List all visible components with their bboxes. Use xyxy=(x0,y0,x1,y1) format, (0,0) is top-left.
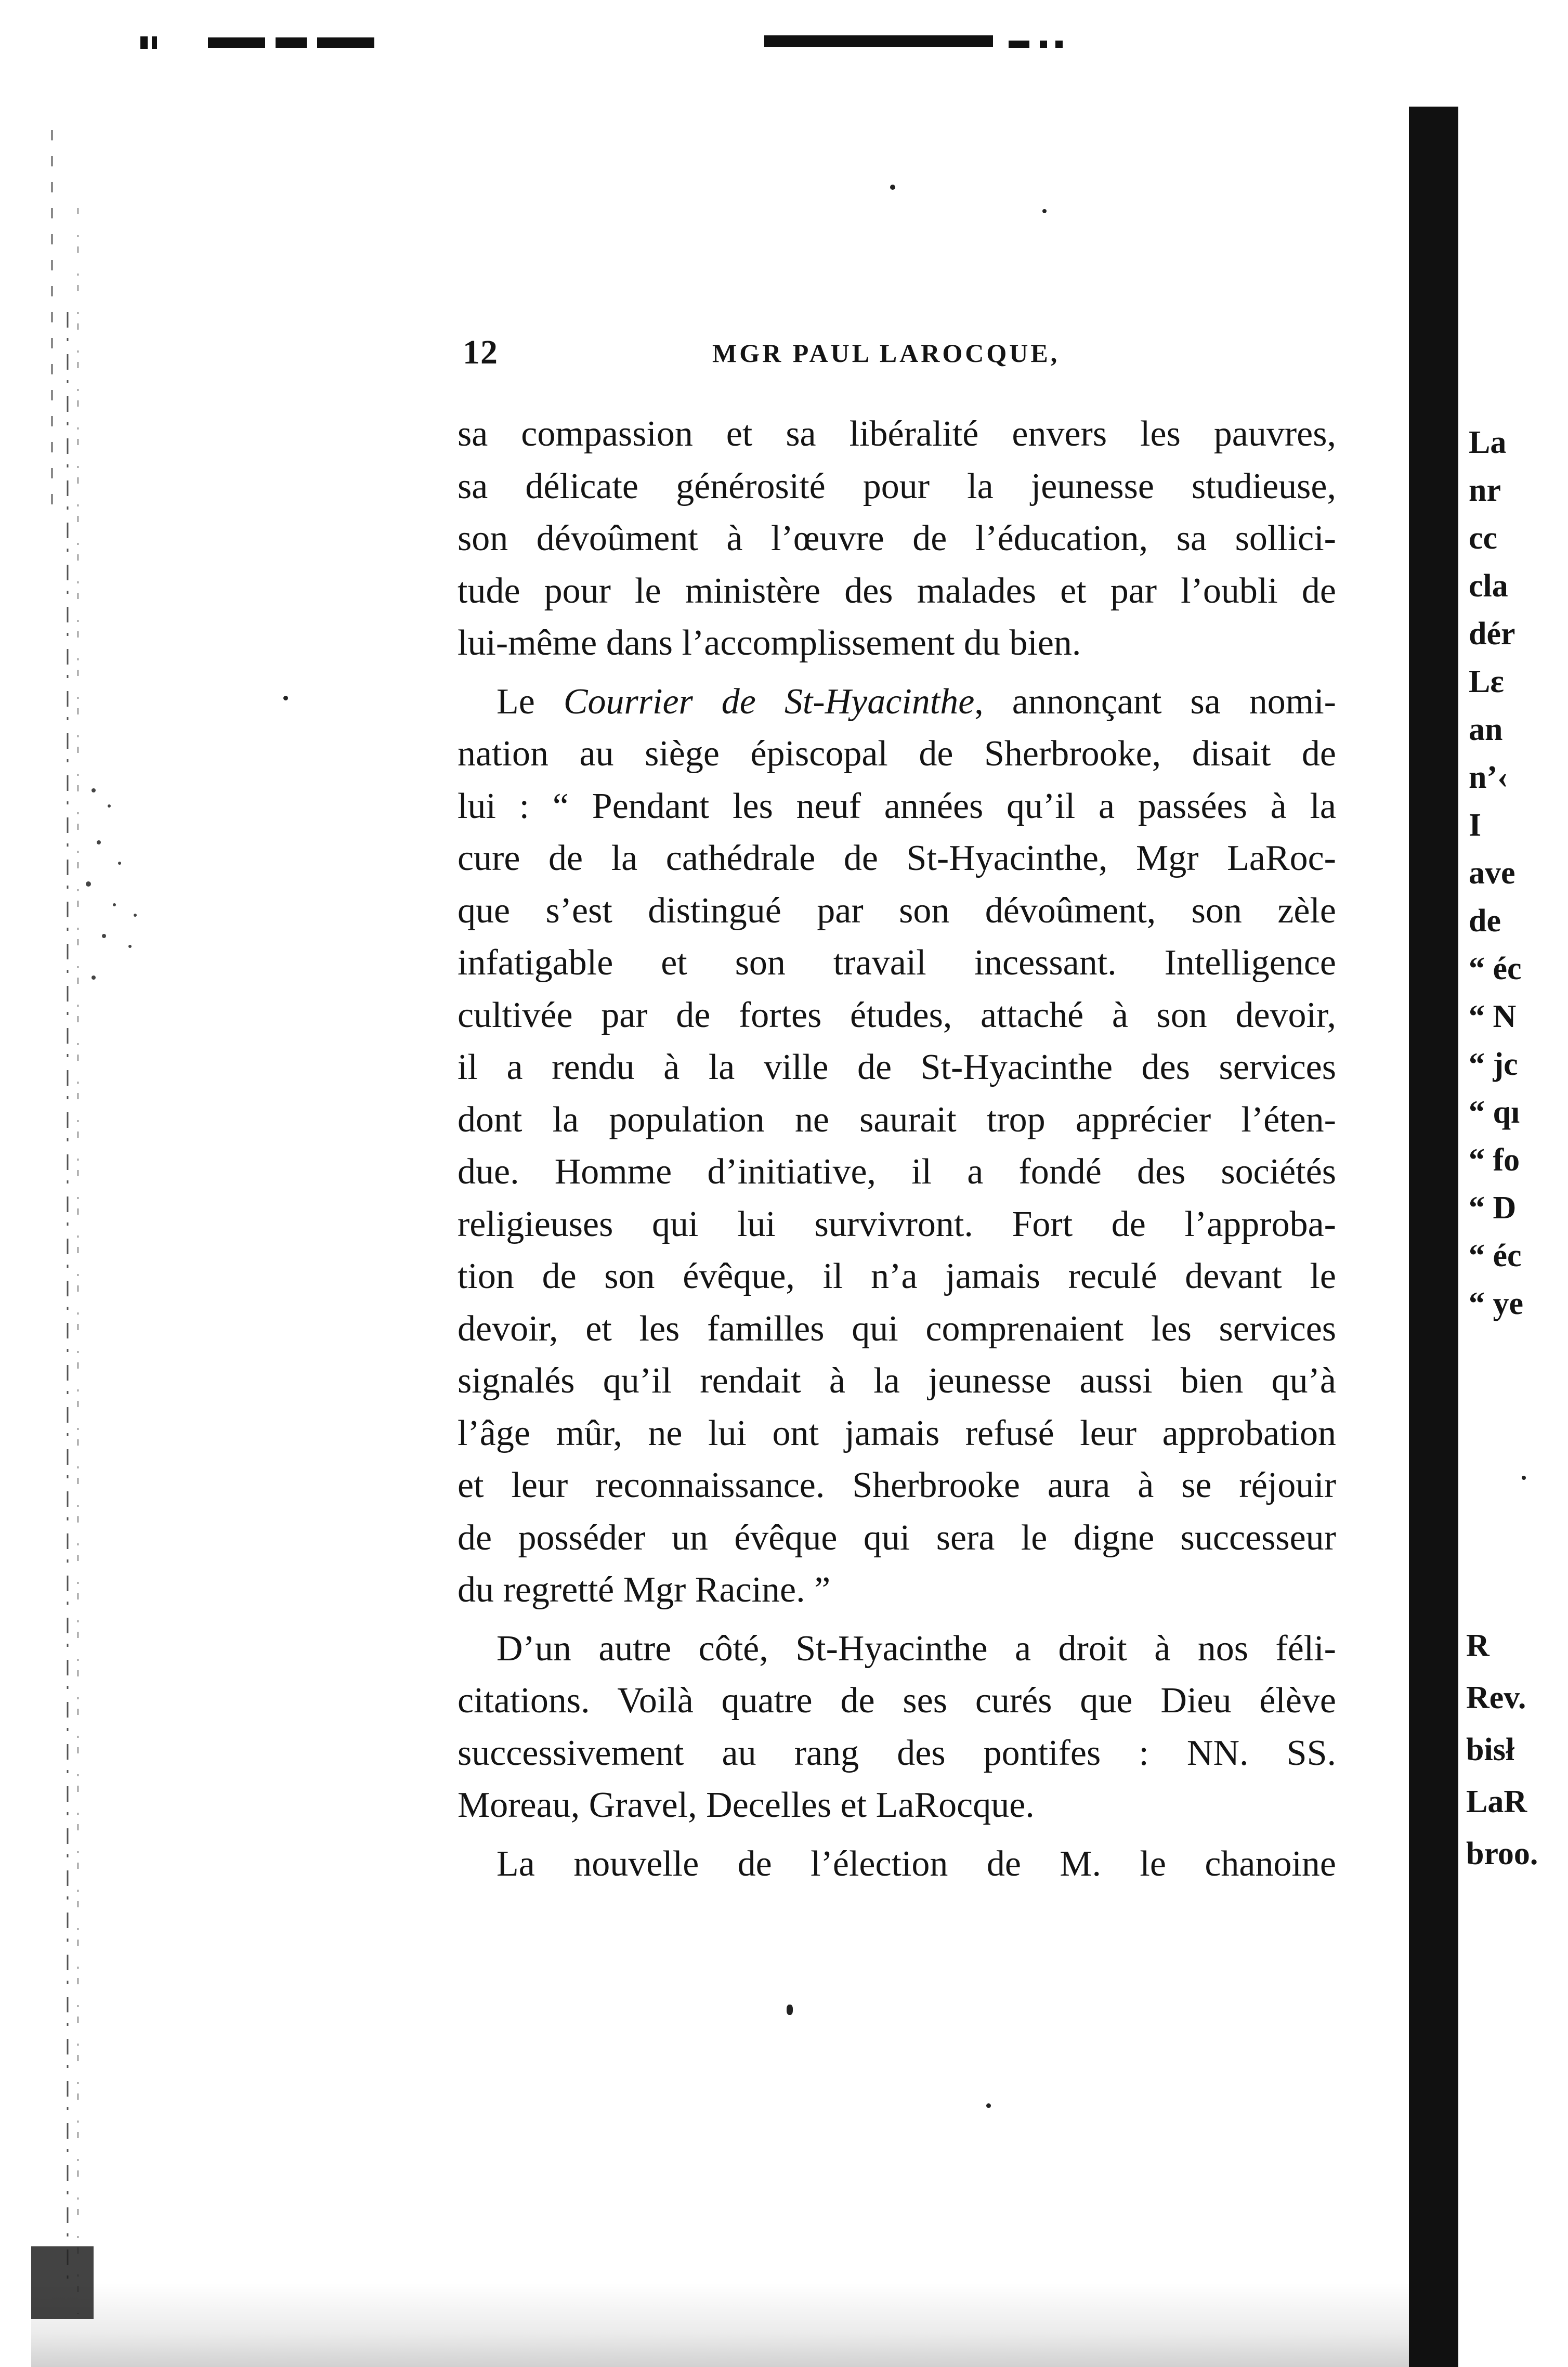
text-line: D’un autre côté, St-Hyacinthe a droit à nos féli- xyxy=(496,1628,1336,1669)
facing-page-fragment: nr xyxy=(1469,473,1501,508)
facing-page-fragment: broo. xyxy=(1466,1836,1538,1871)
facing-page-fragment: R xyxy=(1466,1628,1489,1663)
text-line: du regretté Mgr Racine. ” xyxy=(458,1570,831,1610)
text-line: dont la population ne saurait trop apprécier l’éten- xyxy=(458,1099,1336,1140)
facing-page-fragment: “ qı xyxy=(1469,1095,1520,1130)
facing-page-fragment: “ jc xyxy=(1469,1047,1518,1082)
facing-page-fragment: bisł xyxy=(1466,1732,1515,1767)
scan-speck xyxy=(787,2005,793,2015)
facing-page-fragment: “ D xyxy=(1469,1190,1517,1226)
text-line: sa délicate générosité pour la jeunesse studieuse, xyxy=(458,466,1336,506)
facing-page-fragment: Lε xyxy=(1469,664,1504,699)
text-line: lui : “ Pendant les neuf années qu’il a passées à la xyxy=(458,786,1336,826)
facing-page-fragment: an xyxy=(1469,712,1503,747)
text-line: signalés qu’il rendait à la jeunesse aussi bien qu’à xyxy=(458,1361,1336,1401)
facing-page-fragment: I xyxy=(1469,808,1482,843)
text-fragment: , annonçant sa nomi- xyxy=(974,681,1336,722)
facing-page-lower xyxy=(1466,1620,1568,1880)
text-line: cure de la cathédrale de St-Hyacinthe, Mgr LaRoc- xyxy=(458,838,1336,878)
page-number: 12 xyxy=(463,333,498,371)
text-line: il a rendu à la ville de St-Hyacinthe des services xyxy=(458,1047,1336,1087)
facing-page-fragment: cla xyxy=(1469,568,1508,604)
text-line: Moreau, Gravel, Decelles et LaRocque. xyxy=(458,1785,1035,1825)
facing-page-fragment: n’‹ xyxy=(1469,760,1508,795)
facing-page-fragment: cc xyxy=(1469,521,1498,556)
facing-page-fragment: “ N xyxy=(1469,999,1517,1034)
scan-speck xyxy=(986,2103,991,2108)
facing-page-upper xyxy=(1469,419,1568,1328)
scan-artifact-top xyxy=(125,31,1113,62)
text-line: sa compassion et sa libéralité envers les pauvres, xyxy=(458,414,1336,454)
text-line: et leur reconnaissance. Sherbrooke aura à se réjouir xyxy=(458,1465,1336,1505)
page-bottom-shadow xyxy=(31,2283,1409,2367)
text-line: tion de son évêque, il n’a jamais reculé devant le xyxy=(458,1256,1336,1296)
text-line: religieuses qui lui survivront. Fort de l’approba- xyxy=(458,1204,1336,1244)
text-line: citations. Voilà quatre de ses curés que Dieu élève xyxy=(458,1681,1336,1721)
facing-page-fragment: “ ye xyxy=(1469,1286,1524,1321)
text-line: nation au siège épiscopal de Sherbrooke, disait de xyxy=(458,734,1336,774)
scan-speck xyxy=(1522,1476,1526,1480)
paragraph xyxy=(458,408,1336,670)
text-line: que s’est distingué par son dévoûment, son zèle xyxy=(458,890,1336,931)
text-line: tude pour le ministère des malades et par l’oubli de xyxy=(458,570,1336,611)
facing-page-fragment: de xyxy=(1469,903,1501,939)
scan-speck xyxy=(1042,209,1047,213)
facing-page-fragment: “ fo xyxy=(1469,1142,1520,1178)
facing-page-fragment: “ éc xyxy=(1469,1238,1522,1273)
text-line: devoir, et les familles qui comprenaient les services xyxy=(458,1308,1336,1349)
scan-artifact-left-edge xyxy=(31,52,187,2340)
running-title: MGR PAUL LAROCQUE, xyxy=(712,339,1060,368)
text-line xyxy=(458,676,1336,729)
paragraph xyxy=(458,676,1336,1617)
text-line: cultivée par de fortes études, attaché à son devoir, xyxy=(458,995,1336,1035)
text-line: La nouvelle de l’élection de M. le chanoine xyxy=(496,1843,1336,1884)
newspaper-title: Courrier de St-Hyacinthe xyxy=(563,681,975,722)
body-text xyxy=(458,408,1336,1890)
text-fragment: Le xyxy=(496,681,564,722)
scan-speck xyxy=(283,696,288,700)
text-line: l’âge mûr, ne lui ont jamais refusé leur approbation xyxy=(458,1413,1336,1453)
scan-speck xyxy=(890,185,895,190)
facing-page-fragment: La xyxy=(1469,425,1507,460)
facing-page-fragment: Rev. xyxy=(1466,1680,1526,1715)
facing-page-fragment: dér xyxy=(1469,616,1515,652)
text-line: due. Homme d’initiative, il a fondé des sociétés xyxy=(458,1152,1336,1192)
paragraph xyxy=(458,1838,1336,1891)
text-line: lui-même dans l’accomplissement du bien. xyxy=(458,623,1081,663)
facing-page-fragment: LaR xyxy=(1466,1784,1527,1819)
text-line: infatigable et son travail incessant. Intelligence xyxy=(458,943,1336,983)
facing-page-fragment: ave xyxy=(1469,855,1515,891)
paragraph xyxy=(458,1623,1336,1832)
facing-page-fragment: “ éc xyxy=(1469,951,1522,986)
text-line: de posséder un évêque qui sera le digne successeur xyxy=(458,1517,1336,1558)
text-line: son dévoûment à l’œuvre de l’éducation, sa sollici- xyxy=(458,518,1336,558)
binding-shadow xyxy=(1409,107,1458,2367)
text-line: successivement au rang des pontifes : NN. SS. xyxy=(458,1733,1336,1773)
